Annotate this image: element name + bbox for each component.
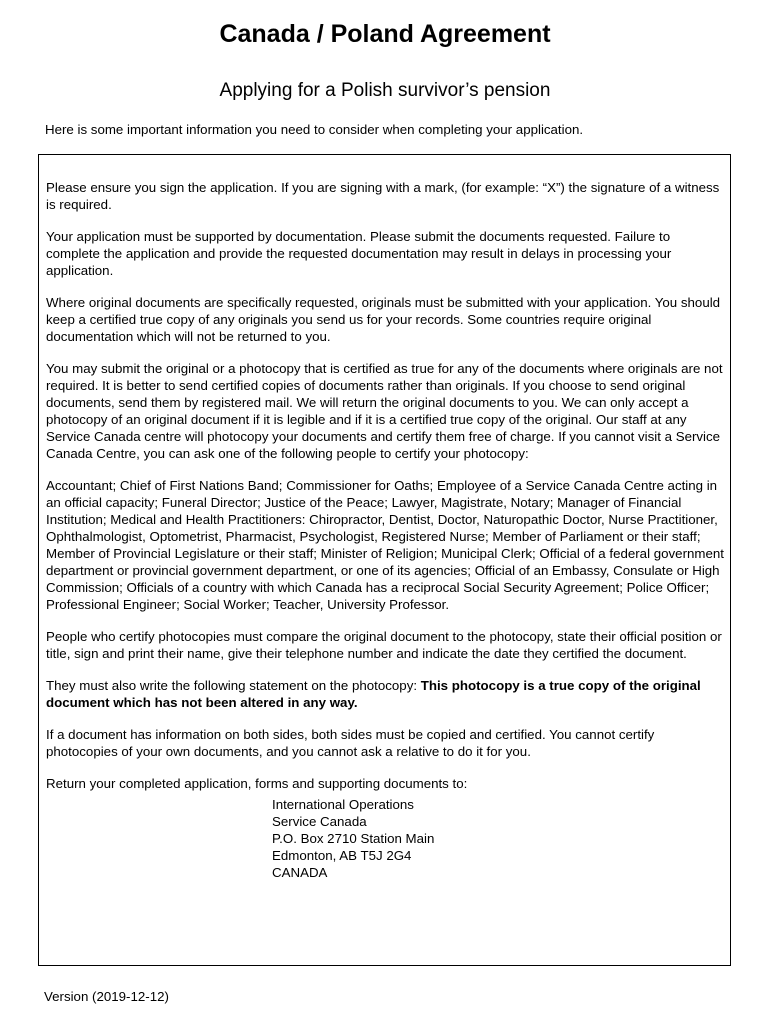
paragraph-photocopies: You may submit the original or a photocopy that is certified as true for any of the documents where originals are not required. It is better to send certified copies of documents rather than originals. If you choose to send original documents, send them by registered mail. We will return the original documents to you. We can only accept a photocopy of an original document if it is legible and if it is a certified true copy of the original. Our staff at any Service Canada centre will photocopy your documents and certify them free of charge. If you cannot visit a Service Canada Centre, you can ask one of the following people to certify your photocopy: [46, 361, 723, 461]
page-subtitle: Applying for a Polish survivor’s pension [219, 80, 551, 101]
address-line-2: Service Canada [272, 814, 367, 829]
intro-text: Here is some important information you need to consider when completing your application. [45, 122, 584, 137]
statement-lead: They must also write the following statement on the photocopy: [46, 678, 421, 693]
paragraph-statement [46, 677, 726, 711]
address-line-4: Edmonton, AB T5J 2G4 [272, 848, 412, 863]
address-line-3: P.O. Box 2710 Station Main [272, 831, 435, 846]
paragraph-return: Return your completed application, forms and supporting documents to: [46, 776, 468, 791]
mailing-address [272, 796, 726, 881]
information-box [38, 154, 731, 966]
page-title: Canada / Poland Agreement [219, 20, 551, 48]
paragraph-originals: Where original documents are specifically requested, originals must be submitted with your application. You should keep a certified true copy of any originals you send us for your records. Some countries require original documentation which will not be returned to you. [46, 295, 721, 344]
address-line-1: International Operations [272, 797, 414, 812]
paragraph-signature: Please ensure you sign the application. If you are signing with a mark, (for example: “X”) the signature of a witness is required. [46, 180, 720, 212]
paragraph-both-sides: If a document has information on both sides, both sides must be copied and certified. You cannot certify photocopies of your own documents, and you cannot ask a relative to do it for you. [46, 727, 655, 759]
paragraph-certifier-requirements: People who certify photocopies must compare the original document to the photocopy, state their official position or title, sign and print their name, give their telephone number and indicate the date they certified the document. [46, 629, 722, 661]
information-box-content [46, 179, 726, 881]
statement-text: This photocopy is a true copy of the original document which has not been altered in any way. [46, 678, 701, 710]
paragraph-certifiers-list: Accountant; Chief of First Nations Band; Commissioner for Oaths; Employee of a Service Canada Centre acting in an official capacity; Funeral Director; Justice of the Peace; Lawyer, Magistrate, Notary; Manager of Financial Institution; Medical and Health Practitioners: Chiropractor, Dentist, Doctor, Naturopathic Doctor, Nurse Practitioner, Ophthalmologist, Optometrist, Pharmacist, Psychologist, Registered Nurse; Member of Parliament or their staff; Member of Provincial Legislature or their staff; Minister of Religion; Municipal Clerk; Official of a federal government department or provincial government department, or one of its agencies; Official of an Embassy, Consulate or High Commission; Officials of a country with which Canada has a reciprocal Social Security Agreement; Police Officer; Professional Engineer; Social Worker; Teacher, University Professor. [46, 478, 724, 612]
address-line-5: CANADA [272, 865, 328, 880]
version-label: Version (2019-12-12) [44, 989, 169, 1004]
paragraph-documentation: Your application must be supported by documentation. Please submit the documents requested. Failure to complete the application and provide the requested documentation may result in delays in processing your application. [46, 229, 672, 278]
